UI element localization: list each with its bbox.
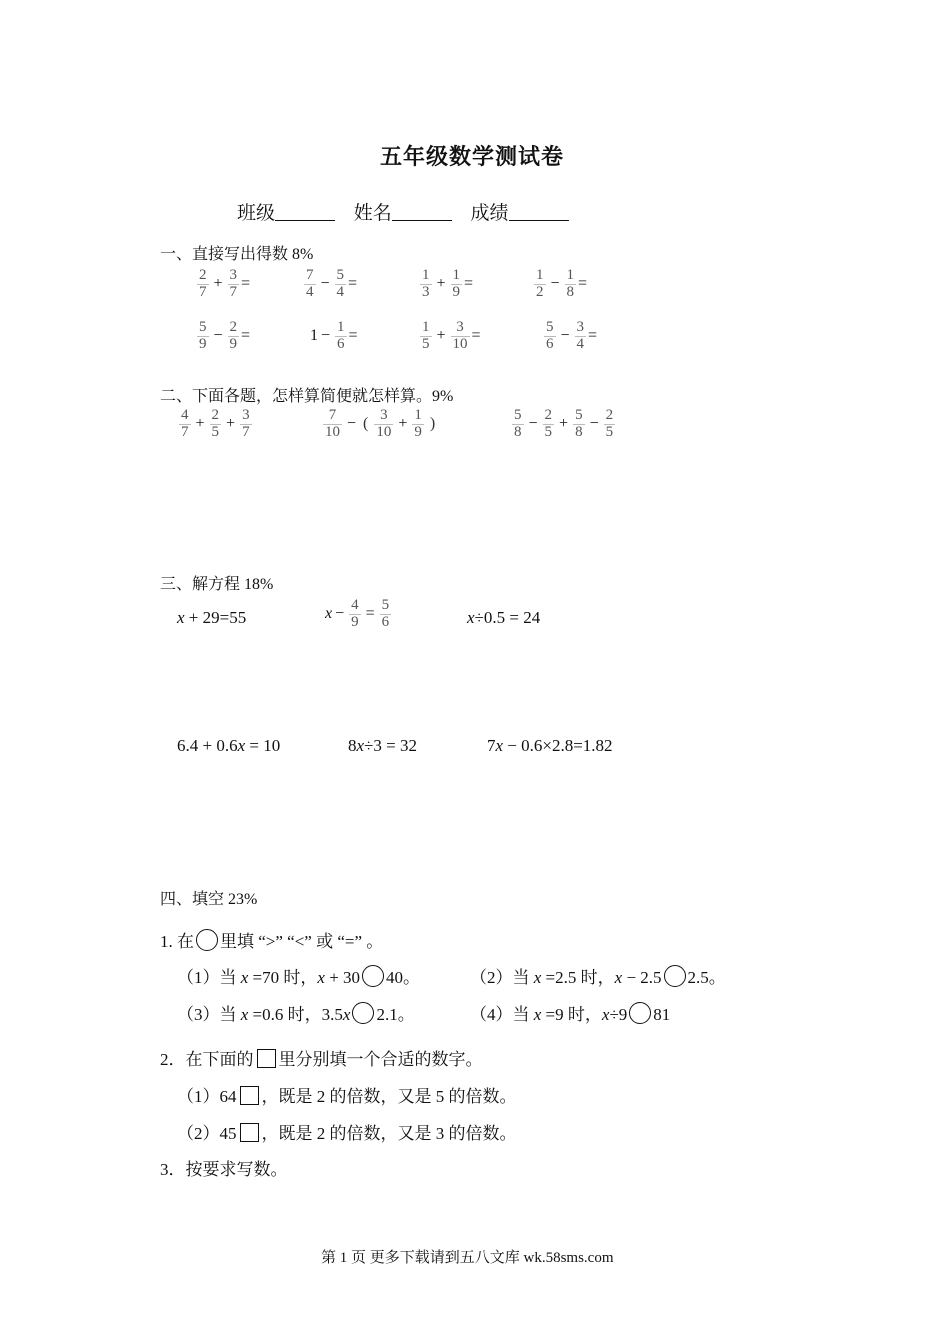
q3-prompt: 3．按要求写数。 [160,1160,288,1179]
section-3-heading: 三、解方程 18% [160,576,274,593]
s1-item-4: $\frac{1}{2}$ − $\frac{1}{8}$ = [536,267,588,300]
fraction: $\frac{3}{7}$ [242,407,250,440]
q2-prompt: 2．在下面的 里分别填一个合适的数字。 [160,1050,483,1069]
fraction: $\frac{7}{10}$ [325,407,340,440]
section-2-heading: 二、下面各题，怎样算简便就怎样算。9% [160,388,454,405]
fraction: $\frac{5}{4}$ [336,267,345,300]
score-label: 成绩 [470,203,509,224]
q1-part-2: （2）当 x =2.5 时，x − 2.5 2.5。 [470,963,726,988]
fraction: $\frac{5}{8}$ [514,407,522,440]
s1-item-3: $\frac{1}{3}$ + $\frac{1}{9}$ = [422,267,474,300]
s2-expr-3: $\frac{5}{8}$ − $\frac{2}{5}$ + $\frac{5}{8}$ − $\frac{2}{5}$ [514,407,614,440]
section-4-heading: 四、填空 23% [160,891,258,908]
equation-4: 6.4 + 0.6x = 10 [177,736,281,755]
fraction: $\frac{5}{9}$ [199,319,207,352]
fraction: $\frac{4}{9}$ [351,597,359,630]
fraction: $\frac{3}{4}$ [576,319,585,352]
fraction: $\frac{2}{9}$ [229,319,238,352]
fraction: $\frac{1}{9}$ [414,407,422,440]
fraction: $\frac{3}{10}$ [452,319,468,352]
page-title: 五年级数学测试卷 [380,144,565,169]
circle-blank-icon [196,929,218,951]
s1-item-6: 1 − $\frac{1}{6}$ = [310,319,358,352]
s1-item-8: $\frac{5}{6}$ − $\frac{3}{4}$ = [546,319,598,352]
fraction: $\frac{2}{5}$ [544,407,553,440]
equation-6: 7x − 0.6×2.8=1.82 [487,736,613,755]
fraction: $\frac{2}{7}$ [199,267,207,300]
q1-part-4: （4）当 x =9 时，x÷9 81 [470,1000,670,1025]
s2-expr-1: $\frac{4}{7}$ + $\frac{2}{5}$ + $\frac{3}{7}$ [181,407,250,440]
equation-1: x + 29=55 [177,608,247,627]
fraction: $\frac{4}{7}$ [181,407,189,440]
square-blank-icon [257,1049,276,1068]
fraction: $\frac{1}{6}$ [337,319,345,352]
name-label: 姓名 [353,203,392,224]
page-footer: 第 1 页 更多下载请到五八文库 wk.58sms.com [321,1250,614,1266]
q1-part-3: （3）当 x =0.6 时，3.5x 2.1。 [177,1000,415,1025]
s1-item-5: $\frac{5}{9}$ − $\frac{2}{9}$ = [199,319,251,352]
fraction: $\frac{1}{3}$ [422,267,430,300]
s1-item-2: $\frac{7}{4}$ − $\frac{5}{4}$ = [306,267,358,300]
fraction: $\frac{5}{6}$ [381,597,390,630]
comparison-circle[interactable] [664,965,686,987]
fraction: $\frac{1}{8}$ [566,267,575,300]
comparison-circle[interactable] [629,1002,651,1024]
fraction: $\frac{1}{9}$ [452,267,461,300]
student-info-line [237,198,583,225]
fraction: $\frac{1}{5}$ [422,319,430,352]
digit-box[interactable] [240,1086,259,1105]
section-1-heading: 一、直接写出得数 8% [160,246,314,263]
comparison-circle[interactable] [352,1002,374,1024]
digit-box[interactable] [240,1123,259,1142]
equation-2: x − $\frac{4}{9}$ = $\frac{5}{6}$ [325,597,390,630]
equation-5: 8x÷3 = 32 [348,736,417,755]
comparison-circle[interactable] [362,965,384,987]
q1-part-1: （1）当 x =70 时，x + 30 40。 [177,963,420,988]
fraction: $\frac{7}{4}$ [306,267,314,300]
class-label: 班级 [237,203,276,224]
fraction: $\frac{3}{10}$ [376,407,392,440]
fraction: $\frac{5}{6}$ [546,319,554,352]
q2-part-2: （2）45 ，既是 2 的倍数，又是 3 的倍数。 [177,1124,517,1143]
fraction: $\frac{2}{5}$ [605,407,614,440]
class-blank[interactable] [275,202,335,221]
equation-3: x÷0.5 = 24 [467,608,541,627]
fraction: $\frac{2}{5}$ [211,407,220,440]
score-blank[interactable] [509,202,569,221]
fraction: $\frac{5}{8}$ [575,407,583,440]
fraction: $\frac{3}{7}$ [229,267,238,300]
name-blank[interactable] [392,202,452,221]
s2-expr-2: $\frac{7}{10}$ − ( $\frac{3}{10}$ + $\frac{1}{9}$ ) [325,407,436,440]
s1-item-1: $\frac{2}{7}$ + $\frac{3}{7}$ = [199,267,251,300]
q1-prompt: 1. 在 里填 “>” “<” 或 “=” 。 [160,927,383,952]
q2-part-1: （1）64 ，既是 2 的倍数，又是 5 的倍数。 [177,1087,517,1106]
fraction: $\frac{1}{2}$ [536,267,544,300]
s1-item-7: $\frac{1}{5}$ + $\frac{3}{10}$ = [422,319,481,352]
